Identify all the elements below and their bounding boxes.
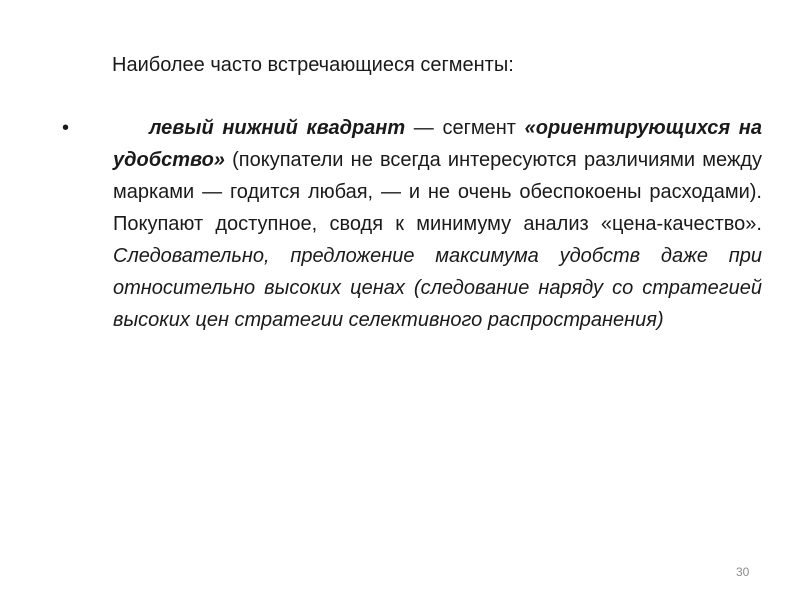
bullet-term: левый нижний квадрант [149,117,406,139]
bullet-text [113,112,762,336]
segment-conclusion: Следовательно, предложение максимума удобств даже при относительно высоких ценах (следование наряду со стратегией высоких цен стратегии селективного распространения) [113,245,762,331]
segment-description: (покупатели не всегда интересуются различиями между марками — годится любая, — и не очень обеспокоены расходами). Покупают доступное, сводя к минимуму анализ «цена-качество». [113,149,762,235]
segment-name: «ориентирующихся на удобство» [113,117,762,171]
bullet-marker: • [62,117,70,139]
bullet-dash: — сегмент [405,117,525,139]
slide-heading: Наиболее часто встречающиеся сегменты: [112,54,514,76]
page-number: 30 [736,565,750,579]
